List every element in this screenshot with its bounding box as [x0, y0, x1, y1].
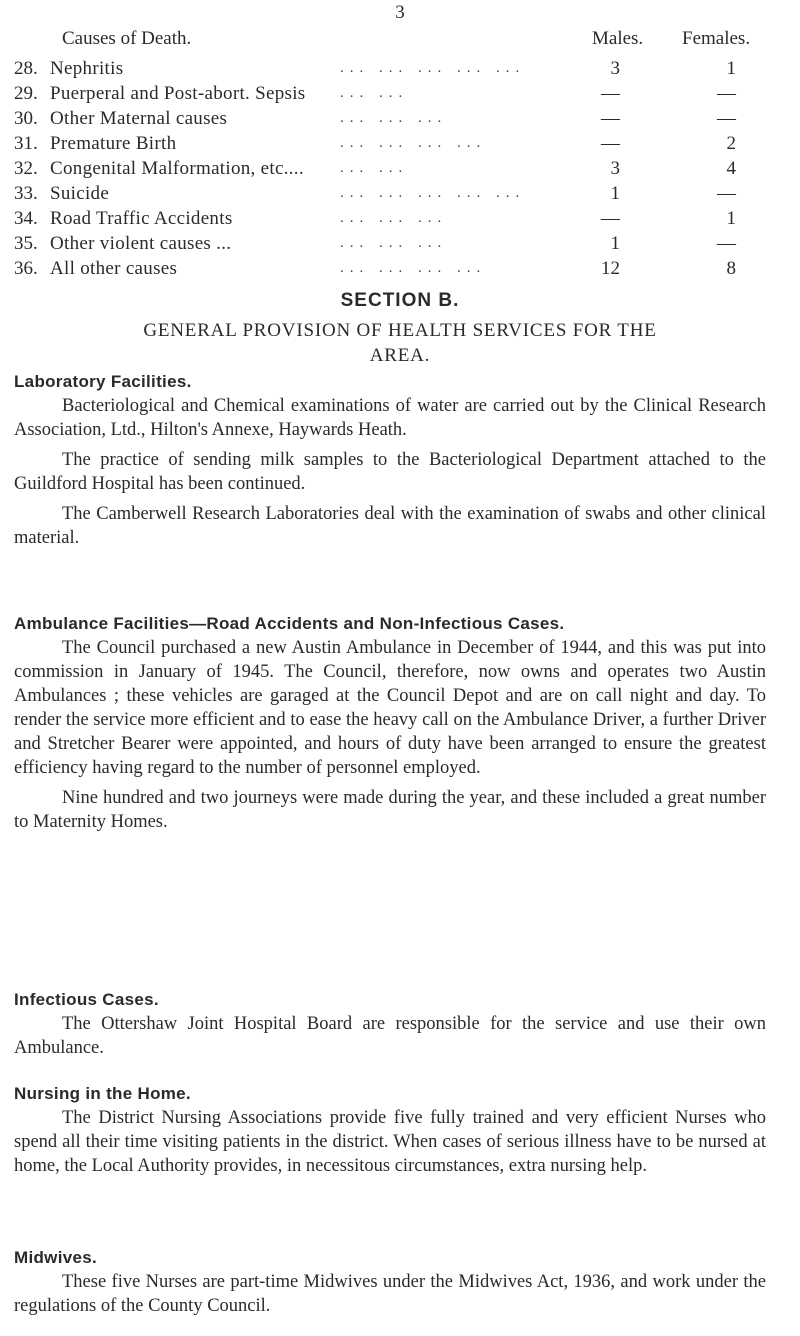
row-number: 34. — [14, 208, 38, 229]
infectious-section — [14, 988, 766, 1066]
leader-dots: ... ... ... — [340, 210, 448, 226]
row-number: 36. — [14, 258, 38, 279]
infectious-paragraph-1: The Ottershaw Joint Hospital Board are responsible for the service and use their own Ambulance. — [14, 1014, 766, 1058]
females-count: 1 — [726, 58, 736, 79]
cause-label: All other causes — [50, 258, 178, 279]
row-number: 30. — [14, 108, 38, 129]
females-count: 2 — [726, 133, 736, 154]
males-count: 12 — [601, 258, 620, 279]
table-row — [0, 156, 800, 181]
header-males: Males. — [592, 28, 644, 49]
section-title: SECTION B. — [340, 290, 460, 311]
ambulance-paragraph-1: The Council purchased a new Austin Ambulance in December of 1944, and this was put into commission in January of 1945. The Council, therefore, now owns and operates two Austin Ambulances ; these vehicles are garaged at the Council Depot and are on call night and day. To render the service more efficient and to ease the heavy call on the Ambulance Driver, a further Driver and Stretcher Bearer were appointed, and hours of duty have been arranged to ensure the greatest efficiency having regard to the number of personnel employed. — [14, 638, 766, 778]
general-title-line1: GENERAL PROVISION OF HEALTH SERVICES FOR THE — [143, 320, 657, 341]
table-row — [0, 106, 800, 131]
table-row — [0, 206, 800, 231]
laboratory-paragraph-3: The Camberwell Research Laboratories deal with the examination of swabs and other clinical material. — [14, 504, 766, 548]
row-number: 35. — [14, 233, 38, 254]
females-count: — — [717, 183, 736, 204]
infectious-heading: Infectious Cases. — [14, 990, 159, 1009]
nursing-heading: Nursing in the Home. — [14, 1084, 191, 1103]
females-count: — — [717, 83, 736, 104]
leader-dots: ... ... ... — [340, 235, 448, 251]
header-females: Females. — [682, 28, 751, 49]
table-row — [0, 231, 800, 256]
females-count: 1 — [726, 208, 736, 229]
cause-label: Puerperal and Post-abort. Sepsis — [50, 83, 306, 104]
males-count: 3 — [610, 58, 620, 79]
row-number: 28. — [14, 58, 38, 79]
ambulance-heading: Ambulance Facilities—Road Accidents and Non-Infectious Cases. — [14, 614, 565, 633]
males-count: 1 — [610, 233, 620, 254]
table-row — [0, 181, 800, 206]
females-count: 4 — [726, 158, 736, 179]
midwives-heading: Midwives. — [14, 1248, 98, 1267]
cause-label: Congenital Malformation, etc.... — [50, 158, 304, 179]
midwives-paragraph-1: These five Nurses are part-time Midwives under the Midwives Act, 1936, and work under the regulations of the County Council. — [14, 1272, 766, 1316]
females-count: — — [717, 233, 736, 254]
leader-dots: ... ... ... ... — [340, 135, 487, 151]
ambulance-paragraph-2: Nine hundred and two journeys were made during the year, and these included a great number to Maternity Homes. — [14, 788, 766, 832]
cause-label: Road Traffic Accidents — [50, 208, 233, 229]
general-title — [0, 318, 800, 368]
leader-dots: ... ... ... ... ... — [340, 60, 526, 76]
row-number: 31. — [14, 133, 38, 154]
males-count: — — [601, 208, 620, 229]
general-title-line2: AREA. — [369, 345, 431, 366]
cause-label: Premature Birth — [50, 133, 177, 154]
leader-dots: ... ... — [340, 85, 409, 101]
table-row — [0, 56, 800, 81]
row-number: 32. — [14, 158, 38, 179]
row-number: 33. — [14, 183, 38, 204]
header-cause: Causes of Death. — [62, 28, 192, 49]
nursing-paragraph-1: The District Nursing Associations provide five fully trained and very efficient Nurses who spend all their time visiting patients in the district. When cases of serious illness have to be nursed at home, the Local Authority provides, in necessitous circumstances, extra nursing help. — [14, 1108, 766, 1176]
laboratory-paragraph-1: Bacteriological and Chemical examinations of water are carried out by the Clinical Research Association, Ltd., Hilton's Annexe, Haywards Heath. — [14, 396, 766, 440]
cause-label: Other violent causes ... — [50, 233, 232, 254]
leader-dots: ... ... ... — [340, 110, 448, 126]
causes-of-death-table — [0, 28, 800, 281]
row-number: 29. — [14, 83, 38, 104]
laboratory-paragraph-2: The practice of sending milk samples to the Bacteriological Department attached to the Guildford Hospital has been continued. — [14, 450, 766, 494]
cause-label: Other Maternal causes — [50, 108, 228, 129]
table-body — [0, 56, 800, 281]
females-count: — — [717, 108, 736, 129]
table-row — [0, 81, 800, 106]
table-row — [0, 256, 800, 281]
leader-dots: ... ... — [340, 160, 409, 176]
ambulance-section — [14, 612, 766, 840]
laboratory-heading: Laboratory Facilities. — [14, 372, 192, 391]
males-count: — — [601, 133, 620, 154]
nursing-section — [14, 1082, 766, 1184]
midwives-section — [14, 1246, 766, 1324]
leader-dots: ... ... ... ... ... — [340, 185, 526, 201]
page-number: 3 — [395, 2, 405, 23]
cause-label: Nephritis — [50, 58, 124, 79]
table-header — [0, 28, 800, 56]
males-count: — — [601, 83, 620, 104]
females-count: 8 — [726, 258, 736, 279]
table-row — [0, 131, 800, 156]
males-count: — — [601, 108, 620, 129]
laboratory-section — [14, 370, 766, 556]
males-count: 1 — [610, 183, 620, 204]
cause-label: Suicide — [50, 183, 110, 204]
leader-dots: ... ... ... ... — [340, 260, 487, 276]
males-count: 3 — [610, 158, 620, 179]
